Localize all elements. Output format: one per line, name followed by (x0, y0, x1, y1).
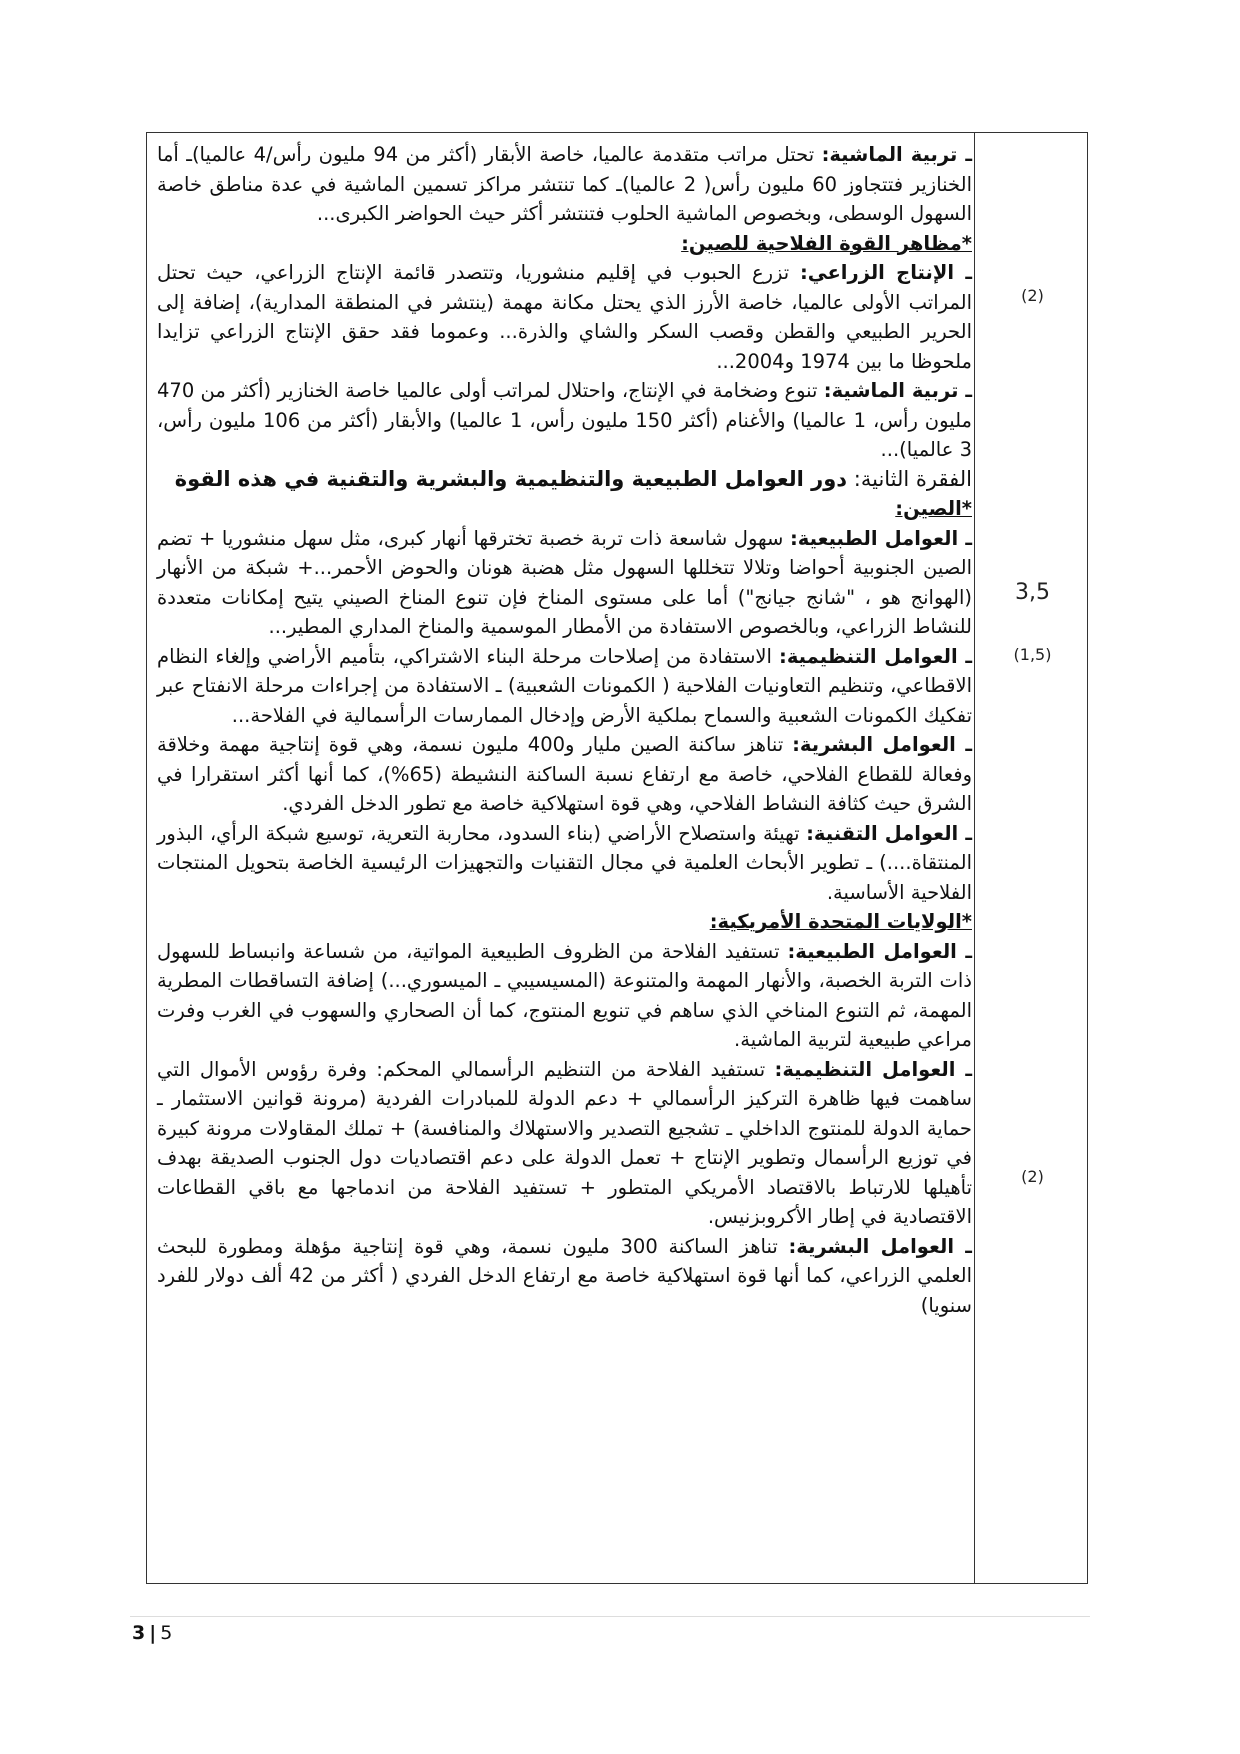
paragraph-china-human: ـ العوامل البشرية: تناهز ساكنة الصين مليار و400 مليون نسمة، وهي قوة إنتاجية مهمة وخلاقة وفعالة للقطاع الفلاحي، خاصة مع ارتفاع نسبة الساكنة النشيطة (65%)، كما أنها أكثر استقرارا في الشرق حيث كثافة النشاط الفلاحي، وهي قوة استهلاكية خاصة مع تطور الدخل الفردي. (157, 733, 972, 815)
section-title: الفقرة الثانية: دور العوامل الطبيعية والتنظيمية والبشرية والتقنية في هذه القوة (174, 466, 972, 491)
heading-usa: *الولايات المتحدة الأمريكية: (709, 910, 972, 933)
paragraph-usa-natural: ـ العوامل الطبيعية: تستفيد الفلاحة من الظروف الطبيعية المواتية، من شساعة وانبساط للسهول ذات التربة الخصبة، والأنهار المهمة والمتنوعة (المسيسيبي ـ الميسوري...) إضافة التساقطات المطرية المهمة، ثم التنوع المناخي الذي ساهم في تنويع المنتوج، كما أن الصحاري والسهوب في الغرب وفرت مراعي طبيعية لتربية الماشية. (157, 939, 972, 1051)
paragraph-livestock-china: ـ تربية الماشية: تنوع وضخامة في الإنتاج، واحتلال لمراتب أولى عالميا خاصة الخنازير (أكثر من 470 مليون رأس، 1 عالميا) والأغنام (أكثر 150 مليون رأس، 1 عالميا) والأبقار (أكثر من 106 مليون رأس، 3 عالميا)... (157, 379, 972, 461)
score-mark: (2) (1021, 1167, 1044, 1186)
score-mark: (2) (1021, 286, 1044, 305)
answer-content (157, 140, 972, 1320)
paragraph-livestock-usa: ـ تربية الماشية: تحتل مراتب متقدمة عالميا، خاصة الأبقار (أكثر من 94 مليون رأس/4 عالميا)ـ أما الخنازير فتتجاوز 60 مليون رأس( 2 عالميا)ـ كما تنتشر مراكز تسمين الماشية في عدة مناطق خاصة السهول الوسطى، وبخصوص الماشية الحلوب فتنتشر أكثر حيث الحواضر الكبرى... (157, 143, 972, 225)
paragraph-china-natural: ـ العوامل الطبيعية: سهول شاسعة ذات تربة خصبة تخترقها أنهار كبرى، مثل سهل منشوريا + تضم الصين الجنوبية أحواضا وتلالا تتخللها السهول مثل هضبة هونان والحوض الأحمر...+ شبكة من الأنهار (الهوانج هو ، "شانج جيانج") أما على مستوى المناخ فإن تنوع المناخ الصيني يتيح إمكانات متعددة للنشاط الزراعي، وبالخصوص الاستفادة من الأمطار الموسمية والمناخ المداري المطير... (157, 526, 973, 638)
score-mark-section: 3,5 (1015, 580, 1050, 605)
paragraph-usa-organizational: ـ العوامل التنظيمية: تستفيد الفلاحة من التنظيم الرأسمالي المحكم: وفرة رؤوس الأموال التي ساهمت فيها ظاهرة التركيز الرأسمالي + دعم الدولة للمبادرات الفردية (مرونة قوانين الاستثمار ـ حماية الدولة للمنتوج الداخلي ـ تشجيع التصدير والاستهلاك والمنافسة) + تملك المقاولات مرونة كبيرة في توزيع الرأسمال وتطوير الإنتاج + تعمل الدولة على دعم اقتصاديات دول الجنوب الصديقة بهدف تأهيلها للارتباط بالاقتصاد الأمريكي المتطور + تستفيد الفلاحة من اندماجها مع باقي القطاعات الاقتصادية في إطار الأكروبزنيس. (157, 1057, 972, 1228)
heading-china: *الصين: (895, 497, 972, 520)
paragraph-agri-production: ـ الإنتاج الزراعي: تزرع الحبوب في إقليم منشوريا، وتتصدر قائمة الإنتاج الزراعي، حيث تحتل المراتب الأولى عالميا، خاصة الأرز الذي يحتل مكانة مهمة (ينتشر في المنطقة المدارية)، إضافة إلى الحرير الطبيعي والقطن وقصب السكر والشاي والذرة... وعموما فقد حقق الإنتاج الزراعي تزايدا ملحوظا ما بين 1974 و2004... (157, 261, 973, 373)
paragraph-china-technical: ـ العوامل التقنية: تهيئة واستصلاح الأراضي (بناء السدود، محاربة التعرية، توسيع شبكة الرأي، البذور المنتقاة....) ـ تطوير الأبحاث العلمية في مجال التقنيات والتجهيزات الرئيسية الخاصة بتحويل المنتجات الفلاحية الأساسية. (157, 821, 972, 904)
paragraph-china-organizational: ـ العوامل التنظيمية: الاستفادة من إصلاحات مرحلة البناء الاشتراكي، بتأميم الأراضي وإلغاء النظام الاقطاعي، وتنظيم التعاونيات الفلاحية ( الكمونات الشعبية) ـ الاستفادة من إجراءات مرحلة الانفتاح عبر تفكيك الكمونات الشعبية والسماح بملكية الأرض وإدخال الممارسات الرأسمالية في الفلاحة... (157, 644, 972, 727)
footer-rule (130, 1616, 1090, 1617)
score-mark: (1,5) (1013, 645, 1052, 664)
page-number: 3 | 5 (132, 1622, 173, 1644)
heading-china-agri-power: *مظاهر القوة الفلاحية للصين: (681, 231, 972, 255)
paragraph-usa-human: ـ العوامل البشرية: تناهز الساكنة 300 مليون نسمة، وهي قوة إنتاجية مؤهلة ومطورة للبحث العلمي الزراعي، كما أنها قوة استهلاكية خاصة مع ارتفاع الدخل الفردي ( أكثر من 42 ألف دولار للفرد سنويا) (157, 1234, 972, 1317)
column-divider (974, 133, 975, 1583)
